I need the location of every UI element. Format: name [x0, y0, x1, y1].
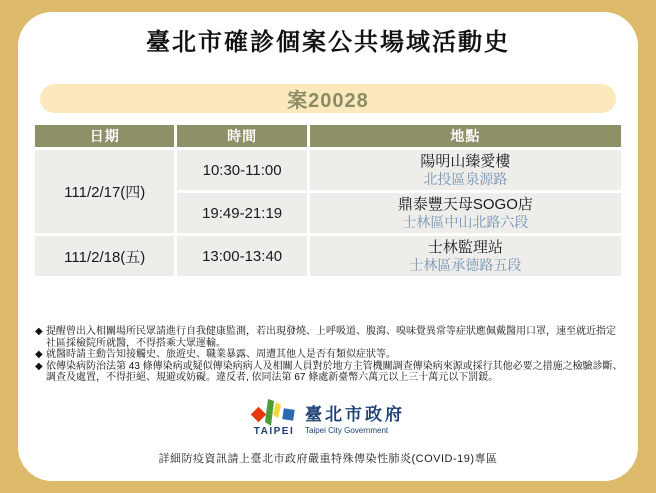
logo-org-name-en: Taipei City Government [305, 426, 389, 435]
time-cell: 13:00-13:40 [177, 236, 306, 276]
place-name: 士林監理站 [427, 238, 503, 256]
taipei-city-government-logo [18, 398, 638, 437]
page-title: 臺北市確診個案公共場域活動史 [146, 29, 510, 56]
note-text: 依傳染病防治法第 43 條傳染病或疑似傳染病病人及相關人員對於地方主管機關調查傳染病來源或採行其他必要之措施之檢驗診斷、調查及處置，不得拒絕、規避或妨礙。違反者, 依同法第 67 條處新臺幣六萬元以上三十萬元以下罰鍰。 [46, 360, 623, 383]
date-cell: 111/2/17(四) [35, 150, 174, 233]
logo-text [305, 400, 405, 435]
note-item [35, 349, 623, 361]
diamond-bullet-icon: ◆ [35, 360, 43, 372]
poster-card [18, 12, 638, 481]
logo-wordmark: TAIPEI [253, 426, 295, 437]
place-name: 陽明山臻愛樓 [420, 152, 511, 170]
column-header-date: 日期 [35, 125, 174, 147]
logo-org-name-zh: 臺北市政府 [305, 405, 405, 424]
case-number-label: 案20028 [287, 90, 369, 112]
table-row [35, 236, 621, 276]
place-address: 士林區中山北路六段 [402, 213, 529, 230]
case-number-banner [40, 84, 616, 113]
time-cell: 19:49-21:19 [177, 193, 306, 233]
date-cell: 111/2/18(五) [35, 236, 174, 276]
time-cell: 10:30-11:00 [177, 150, 306, 190]
logo-mark [251, 398, 297, 437]
place-address: 北投區泉源路 [423, 170, 508, 187]
note-text: 提醒曾出入相關場所民眾請進行自我健康監測，若出現發燒、上呼吸道、腹瀉、嗅味覺異常等症狀應佩戴醫用口罩，速至就近指定社區採檢院所就醫，不得搭乘大眾運輸。 [46, 326, 616, 349]
activity-history-table [32, 122, 624, 279]
note-item [35, 361, 623, 384]
column-header-place: 地點 [310, 125, 621, 147]
note-text: 就醫時請主動告知接觸史、旅遊史、職業暴露、周遭其他人是否有類似症狀等。 [46, 349, 396, 360]
place-address: 士林區承德路五段 [409, 256, 522, 273]
table-header-row [35, 125, 621, 147]
place-name: 鼎泰豐天母SOGO店 [397, 195, 533, 213]
note-item [35, 326, 623, 349]
taipei-logo-icon [251, 398, 297, 428]
table-row [35, 150, 621, 190]
column-header-time: 時間 [177, 125, 306, 147]
diamond-bullet-icon: ◆ [35, 326, 43, 337]
advisory-notes [35, 326, 623, 384]
diamond-bullet-icon: ◆ [35, 349, 43, 360]
place-cell [310, 193, 621, 233]
covid-info-footer: 詳細防疫資訊請上臺北市政府嚴重特殊傳染性肺炎(COVID-19)專區 [158, 453, 498, 465]
place-cell [310, 150, 621, 190]
place-cell [310, 236, 621, 276]
